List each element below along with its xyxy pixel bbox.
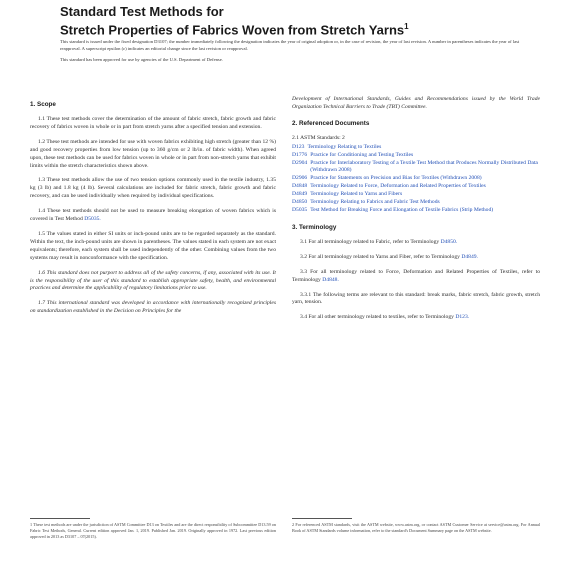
- terminology-paragraph: [292, 292, 540, 308]
- paragraph-text: 3.1 For all terminology related to Fabric, refer to Terminology: [300, 238, 440, 245]
- reference-title[interactable]: Terminology Related to Yarns and Fibers: [310, 191, 403, 198]
- paragraph-text: 3.4 For all other terminology related to textiles, refer to Terminology: [300, 314, 454, 321]
- paragraph-text: 3.2 For all terminology related to Yarns and Fiber, refer to Terminology: [300, 253, 460, 260]
- scope-paragraph: [30, 231, 276, 263]
- reference-title[interactable]: Terminology Relating to Fabrics and Fabric Test Methods: [310, 199, 440, 206]
- reference-item[interactable]: [292, 191, 540, 199]
- reference-code[interactable]: D5035: [292, 206, 308, 213]
- reference-title[interactable]: Practice for Statements on Precision and Bias for Textiles (Withdrawn 2008): [310, 175, 482, 182]
- paragraph-text: 1.1 These test methods cover the determination of the amount of fabric stretch, fabric growth and fabric recovery of fabrics woven in whole or in part from stretch yarns after a specified tension and extension.: [30, 116, 276, 130]
- reference-code[interactable]: D2904: [292, 159, 308, 166]
- approval-note: This standard has been approved for use by agencies of the U.S. Department of Defense.: [60, 57, 223, 62]
- scope-paragraph: [30, 300, 276, 316]
- footnote-rule-left: [30, 518, 90, 519]
- paragraph-text: 3.3.1 The following terms are relevant to this standard: break marks, fabric stretch, fabric growth, stretch yarn, tension.: [292, 291, 540, 306]
- title-line-2: [60, 19, 520, 37]
- reference-code[interactable]: D2906: [292, 175, 308, 182]
- terminology-paragraph: [292, 239, 540, 247]
- reference-code[interactable]: D1776: [292, 151, 308, 158]
- reference-item[interactable]: [292, 199, 540, 207]
- terminology-paragraph: [292, 269, 540, 285]
- reference-title[interactable]: Terminology Relating to Textiles: [307, 143, 382, 150]
- references-list: [292, 144, 540, 215]
- terminology-heading: 3. Terminology: [292, 223, 337, 231]
- scope-heading: 1. Scope: [30, 101, 56, 108]
- footnote-rule-right: [292, 518, 352, 519]
- scope-paragraph: [30, 139, 276, 171]
- references-heading: 2. Referenced Documents: [292, 119, 370, 127]
- paragraph-text: 1.6 This standard does not purport to address all of the safety concerns, if any, associated with its use. It is the responsibility of the user of this standard to establish appropriate safety, health, and environmental practices and determine the applicability of regulatory limitations prior to use.: [30, 269, 276, 292]
- reference-code[interactable]: D123: [292, 143, 305, 150]
- paragraph-text: 3.3 For all terminology related to Force, Deformation and Related Properties of Textiles, refer to Terminology: [292, 268, 540, 283]
- right-column: [292, 96, 540, 329]
- reference-title[interactable]: Practice for Interlaboratory Testing of a Textile Test Method that Produces Normally Distributed Data (Withdrawn 2008): [310, 159, 538, 174]
- paragraph-text: 1.4 These test methods should not be used to measure breaking elongation of woven fabrics which is covered in Test Method: [30, 208, 276, 223]
- footnote-right: 2 For referenced ASTM standards, visit the ASTM website, www.astm.org, or contact ASTM Customer Service at service@astm.org. For Annual Book of ASTM Standards volume information, refer to the standard's Document Summary page on the ASTM website.: [292, 522, 540, 533]
- scope-paragraph: [30, 270, 276, 294]
- standard-link[interactable]: D4849.: [461, 253, 478, 260]
- reference-code[interactable]: D4849: [292, 191, 308, 198]
- scope-paragraph: [30, 116, 276, 132]
- reference-item[interactable]: [292, 144, 540, 152]
- footnote-left: 1 These test methods are under the jurisdiction of ASTM Committee D13 on Textiles and are the direct responsibility of Subcommittee D13.59 on Fabric Test Methods, General. Current edition approved Jan. 1, 2019. Published Jan. 2019. Originally approved in 1972. Last previous edition approved in 2013 as D3107 – 07(2015).: [30, 522, 276, 539]
- title-footnote-mark: 1: [404, 22, 409, 31]
- standard-link[interactable]: D4850.: [440, 238, 458, 245]
- terminology-paragraph: [292, 254, 540, 262]
- paragraph-text: 1.3 These test methods allow the use of two tension options commonly used in the textile industry, 1.35 kg (3 lb) and 1.8 kg (4 lb). Several calculations are included for fabric stretch, fabric growth and fabric recovery, and can be used individually when required by individual specifications.: [30, 177, 276, 200]
- scope-paragraphs: [30, 116, 276, 316]
- reference-title[interactable]: Practice for Conditioning and Testing Textiles: [310, 151, 414, 158]
- designation-note: This standard is issued under the fixed designation D3107; the number immediately following the designation indicates the year of original adoption or, in the case of revision, the year of last revision. A number in parentheses indicates the year of last reapproval. A superscript epsilon (ε) indicates an editorial change since the last revision or reapproval.: [60, 39, 520, 51]
- terminology-paragraph: [292, 314, 540, 322]
- reference-item[interactable]: [292, 152, 540, 160]
- scope-paragraph: [30, 208, 276, 224]
- reference-title[interactable]: Terminology Related to Force, Deformation and Related Properties of Textiles: [310, 183, 486, 190]
- reference-item[interactable]: [292, 183, 540, 191]
- paragraph-text: 1.2 These test methods are intended for use with woven fabrics exhibiting high stretch (greater than 12 %) and good recovery properties from low tension (up to 360 g/cm or 2 lb/in. of fabric width). When agreed upon, these test methods can be used for fabrics woven in whole or in part from non-stretch yarns that exhibit limits within the stretch characteristics shown above.: [30, 138, 276, 169]
- intro-notes: [60, 38, 525, 67]
- title-line-2-text: Stretch Properties of Fabrics Woven from Stretch Yarns: [60, 22, 405, 38]
- reference-code[interactable]: D4848: [292, 183, 308, 190]
- paragraph-text: 1.7 This international standard was developed in accordance with internationally recognized principles on standardization established in the Decision on Principles for the: [30, 300, 276, 315]
- scope-continuation: Development of International Standards, Guides and Recommendations issued by the World Trade Organization Technical Barriers to Trade (TBT) Committee.: [292, 96, 540, 110]
- paragraph-text: 1.5 The values stated in either SI units or inch-pound units are to be regarded separately as the standard. Within the text, the inch-pound units are shown in parentheses. The values stated in each system are not exact equivalents; therefore, each system shall be used independently of the other. Combining values from the two systems may result in nonconformance with the specification.: [30, 230, 276, 261]
- standard-link[interactable]: D5035.: [84, 216, 101, 223]
- terminology-paragraphs: [292, 239, 540, 322]
- reference-code[interactable]: D4850: [292, 199, 308, 206]
- scope-paragraph: [30, 177, 276, 201]
- reference-item[interactable]: [292, 160, 540, 176]
- standard-link[interactable]: D123.: [455, 314, 470, 321]
- reference-item[interactable]: [292, 207, 540, 215]
- title-line-1: Standard Test Methods for: [60, 4, 224, 19]
- reference-title[interactable]: Test Method for Breaking Force and Elongation of Textile Fabrics (Strip Method): [310, 206, 494, 213]
- document-title: [60, 4, 520, 37]
- references-intro: 2.1 ASTM Standards: 2: [292, 134, 345, 141]
- left-column: [30, 96, 276, 323]
- standard-link[interactable]: D4848.: [322, 276, 339, 283]
